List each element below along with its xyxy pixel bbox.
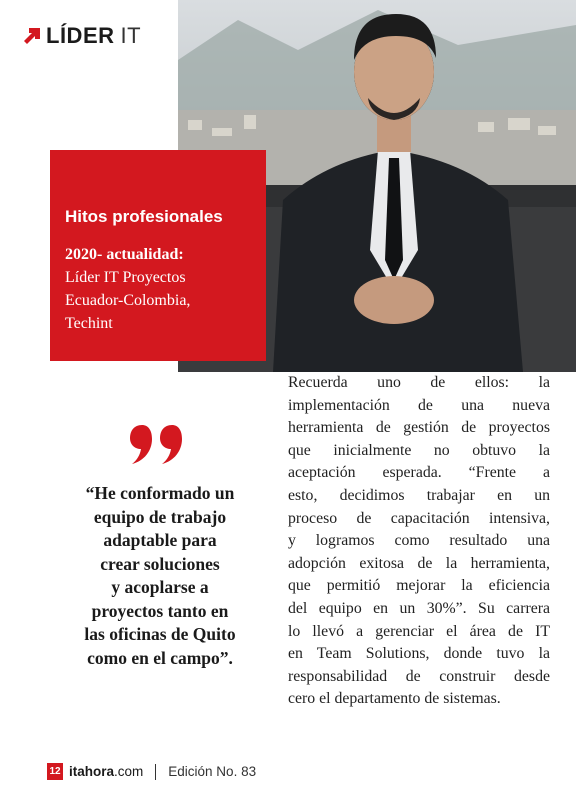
article-line: del equipo en un 30%”. Su carrera <box>288 599 550 617</box>
article-line: responsabilidad de construir desde <box>288 667 550 685</box>
quote-line: las oficinas de Quito <box>84 624 236 644</box>
footer-divider <box>155 764 156 780</box>
quote-line: proyectos tanto en <box>91 600 229 621</box>
site-domain: .com <box>114 764 144 779</box>
milestone-line: Ecuador-Colombia, <box>65 292 191 309</box>
quotation-mark-icon <box>130 425 184 470</box>
site-name: itahora <box>69 764 115 779</box>
article-line: que permitió mejorar la eficiencia <box>288 577 550 595</box>
quote-line: crear soluciones <box>100 553 220 574</box>
article-line: y logramos como resultado una <box>288 532 550 550</box>
brand-wordmark <box>46 23 141 49</box>
article-line: que inicialmente no obtuvo la <box>288 441 550 459</box>
article-body <box>288 372 550 711</box>
article-line: Recuerda uno de ellos: la <box>288 374 550 391</box>
article-line: en Team Solutions, donde tuvo la <box>288 645 550 663</box>
article-line: esto, decidimos trabajar en un <box>288 486 550 504</box>
article-line: aceptación esperada. “Frente a <box>288 464 550 482</box>
article-line: herramienta de gestión de proyectos <box>288 419 550 437</box>
milestones-body <box>65 243 260 335</box>
quote-line: “He conformado un <box>85 483 235 503</box>
brand-name: LÍDER <box>46 23 115 48</box>
brand-logo <box>24 23 141 49</box>
quote-line: adaptable para <box>103 530 217 550</box>
quote-line: como en el campo”. <box>87 647 233 668</box>
milestones-title: Hitos profesionales <box>65 207 223 226</box>
milestone-line: Líder IT Proyectos <box>65 269 186 286</box>
article-line: lo llevó a gerenciar el área de IT <box>288 622 550 640</box>
page-number: 12 <box>47 763 63 780</box>
article-line: adopción exitosa de la herramienta, <box>288 554 550 572</box>
article-line: proceso de capacitación intensiva, <box>288 509 550 527</box>
page-footer <box>47 763 256 780</box>
brand-suffix: IT <box>120 23 142 48</box>
article-line: cero el departamento de sistemas. <box>288 690 501 708</box>
quote-line: y acoplarse a <box>111 577 209 597</box>
milestone-line: Techint <box>65 315 113 332</box>
milestone-years: 2020- actualidad: <box>65 246 184 263</box>
milestones-box <box>50 150 266 361</box>
arrow-logo-icon <box>24 28 40 44</box>
quote-line: equipo de trabajo <box>93 506 227 527</box>
article-line: implementación de una nueva <box>288 396 550 414</box>
site-link[interactable] <box>69 764 143 779</box>
edition-label: Edición No. 83 <box>168 764 257 779</box>
pull-quote <box>55 482 265 670</box>
